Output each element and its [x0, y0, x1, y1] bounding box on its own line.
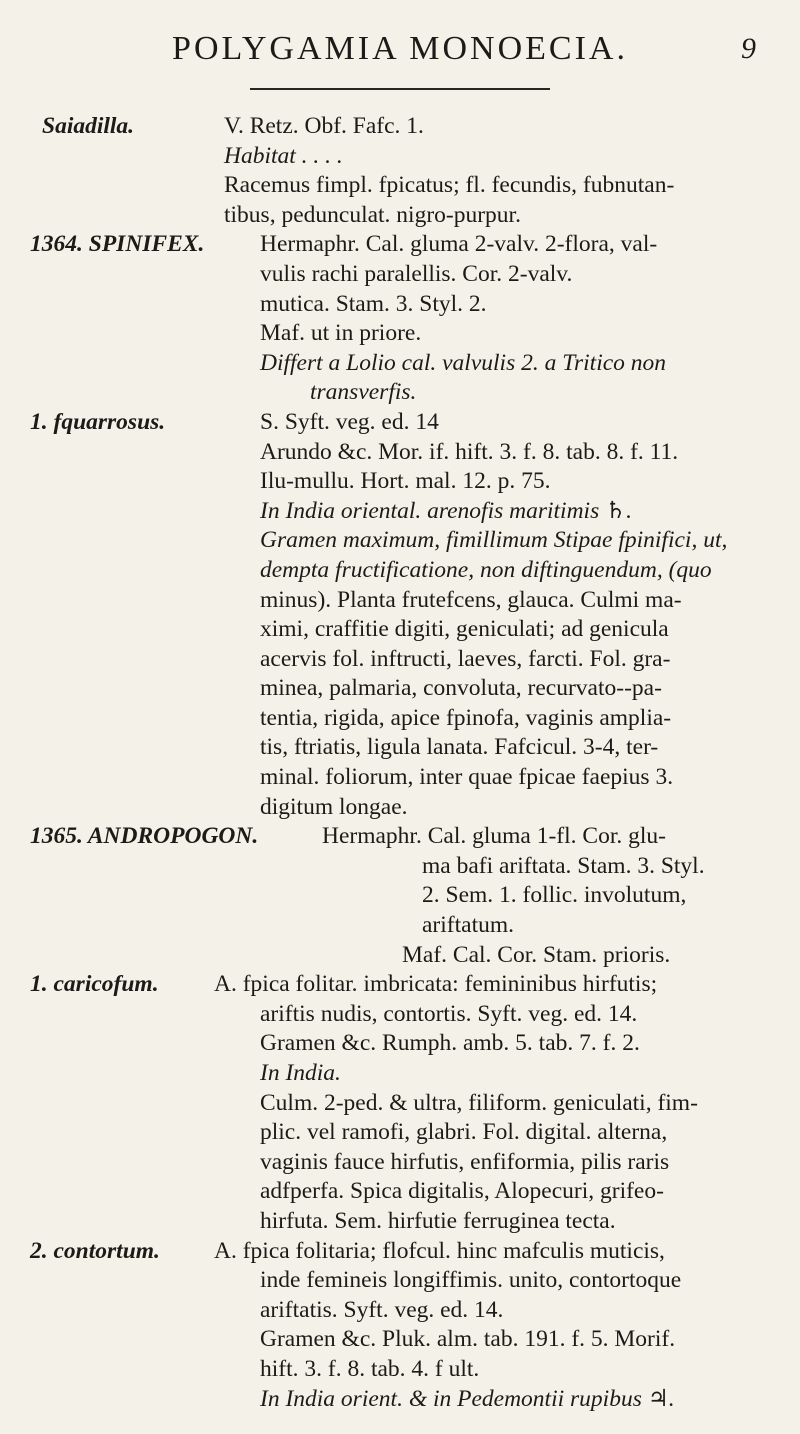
text-line: vulis rachi paralellis. Cor. 2-valv. [260, 260, 573, 287]
text-line: In India orient. & in Pedemontii rupibus ♃. [260, 1385, 675, 1412]
species-label: 2. contortum. [30, 1237, 160, 1264]
text-line: Gramen &c. Rumph. amb. 5. tab. 7. f. 2. [260, 1030, 640, 1057]
text-line: V. Retz. Obf. Fafc. 1. [224, 113, 424, 139]
entry-saiadilla [42, 112, 772, 230]
text-line: digitum longae. [260, 793, 408, 820]
species-label: 1. caricofum. [30, 971, 159, 998]
text-line: tentia, rigida, apice fpinofa, vaginis amplia- [260, 704, 672, 731]
text-line: acervis fol. inftructi, laeves, farcti. Fol. gra- [260, 645, 671, 672]
text-line: Culm. 2-ped. & ultra, filiform. geniculati, fim- [260, 1089, 698, 1116]
text-line: tis, ftriatis, ligula lanata. Fafcicul. 3-4, ter- [260, 734, 659, 761]
text-line: mutica. Stam. 3. Styl. 2. [260, 290, 487, 317]
text-line: 2. Sem. 1. follic. involutum, [422, 882, 687, 909]
text-line: Maf. Cal. Cor. Stam. prioris. [402, 941, 671, 968]
text-line: hift. 3. f. 8. tab. 4. f ult. [260, 1355, 480, 1382]
header-rule [250, 88, 550, 90]
text-line: ariftis nudis, contortis. Syft. veg. ed. 14. [260, 1000, 638, 1027]
margin-label: Saiadilla. [42, 113, 135, 139]
page-body [30, 112, 772, 1414]
text-line: A. fpica folitaria; flofcul. hinc mafculis muticis, [214, 1237, 665, 1264]
text-line: hirfuta. Sem. hirfutie ferruginea tecta. [260, 1207, 616, 1234]
text-line: In India. [260, 1060, 341, 1086]
text-line: ariftatis. Syft. veg. ed. 14. [260, 1296, 504, 1323]
text-line: plic. vel ramofi, glabri. Fol. digital. alterna, [260, 1119, 668, 1146]
text-line: minea, palmaria, convoluta, recurvato--pa- [260, 675, 662, 702]
entry-andropogon [30, 822, 772, 970]
text-line: Maf. ut in priore. [260, 320, 422, 347]
text-line: inde femineis longiffimis. unito, contortoque [260, 1267, 682, 1294]
entry-caricosum [30, 970, 772, 1236]
text-line: minal. foliorum, inter quae fpicae faepius 3. [260, 764, 674, 791]
text-line: adfperfa. Spica digitalis, Alopecuri, grifeo- [260, 1178, 664, 1205]
text-line: In India oriental. arenofis maritimis ♄. [260, 497, 633, 524]
text-line: ma bafi ariftata. Stam. 3. Styl. [422, 852, 705, 879]
entry-squarrosus [30, 408, 772, 822]
text-line: Racemus fimpl. fpicatus; fl. fecundis, fubnutan- [224, 172, 675, 199]
text-line: Ilu-mullu. Hort. mal. 12. p. 75. [260, 468, 551, 495]
running-header: POLYGAMIA MONOECIA. [172, 30, 628, 67]
text-line: tibus, pedunculat. nigro-purpur. [224, 201, 521, 228]
page-number: 9 [741, 32, 756, 65]
text-line: ariftatum. [422, 912, 515, 939]
genus-heading: 1365. ANDROPOGON. [30, 823, 259, 850]
entry-contortum [30, 1237, 772, 1415]
text-line: minus). Planta frutefcens, glauca. Culmi ma- [260, 586, 682, 613]
text-line: ximi, craffitie digiti, geniculati; ad genicula [260, 616, 669, 643]
text-line: Differt a Lolio cal. valvulis 2. a Tritico non [260, 349, 667, 376]
text-line: dempta fructificatione, non diftinguendum, (quo [260, 556, 712, 583]
text-line: S. Syft. veg. ed. 14 [260, 408, 439, 435]
text-line: vaginis fauce hirfutis, enfiformia, pilis raris [260, 1148, 670, 1175]
entry-spinifex [30, 230, 772, 408]
text-line: transverfis. [310, 379, 417, 406]
text-line: Hermaphr. Cal. gluma 2-valv. 2-flora, val- [260, 231, 658, 258]
text-line: Gramen &c. Pluk. alm. tab. 191. f. 5. Morif. [260, 1326, 676, 1353]
text-line: Gramen maximum, fimillimum Stipae fpinifici, ut, [260, 527, 728, 554]
text-line: Arundo &c. Mor. if. hift. 3. f. 8. tab. 8. f. 11. [260, 438, 679, 465]
species-label: 1. fquarrosus. [30, 408, 166, 435]
text-line: A. fpica folitar. imbricata: femininibus hirfutis; [214, 971, 658, 998]
text-line: Habitat . . . . [224, 142, 343, 169]
text-line: Hermaphr. Cal. gluma 1-fl. Cor. glu- [322, 823, 666, 850]
genus-heading: 1364. SPINIFEX. [30, 231, 205, 258]
